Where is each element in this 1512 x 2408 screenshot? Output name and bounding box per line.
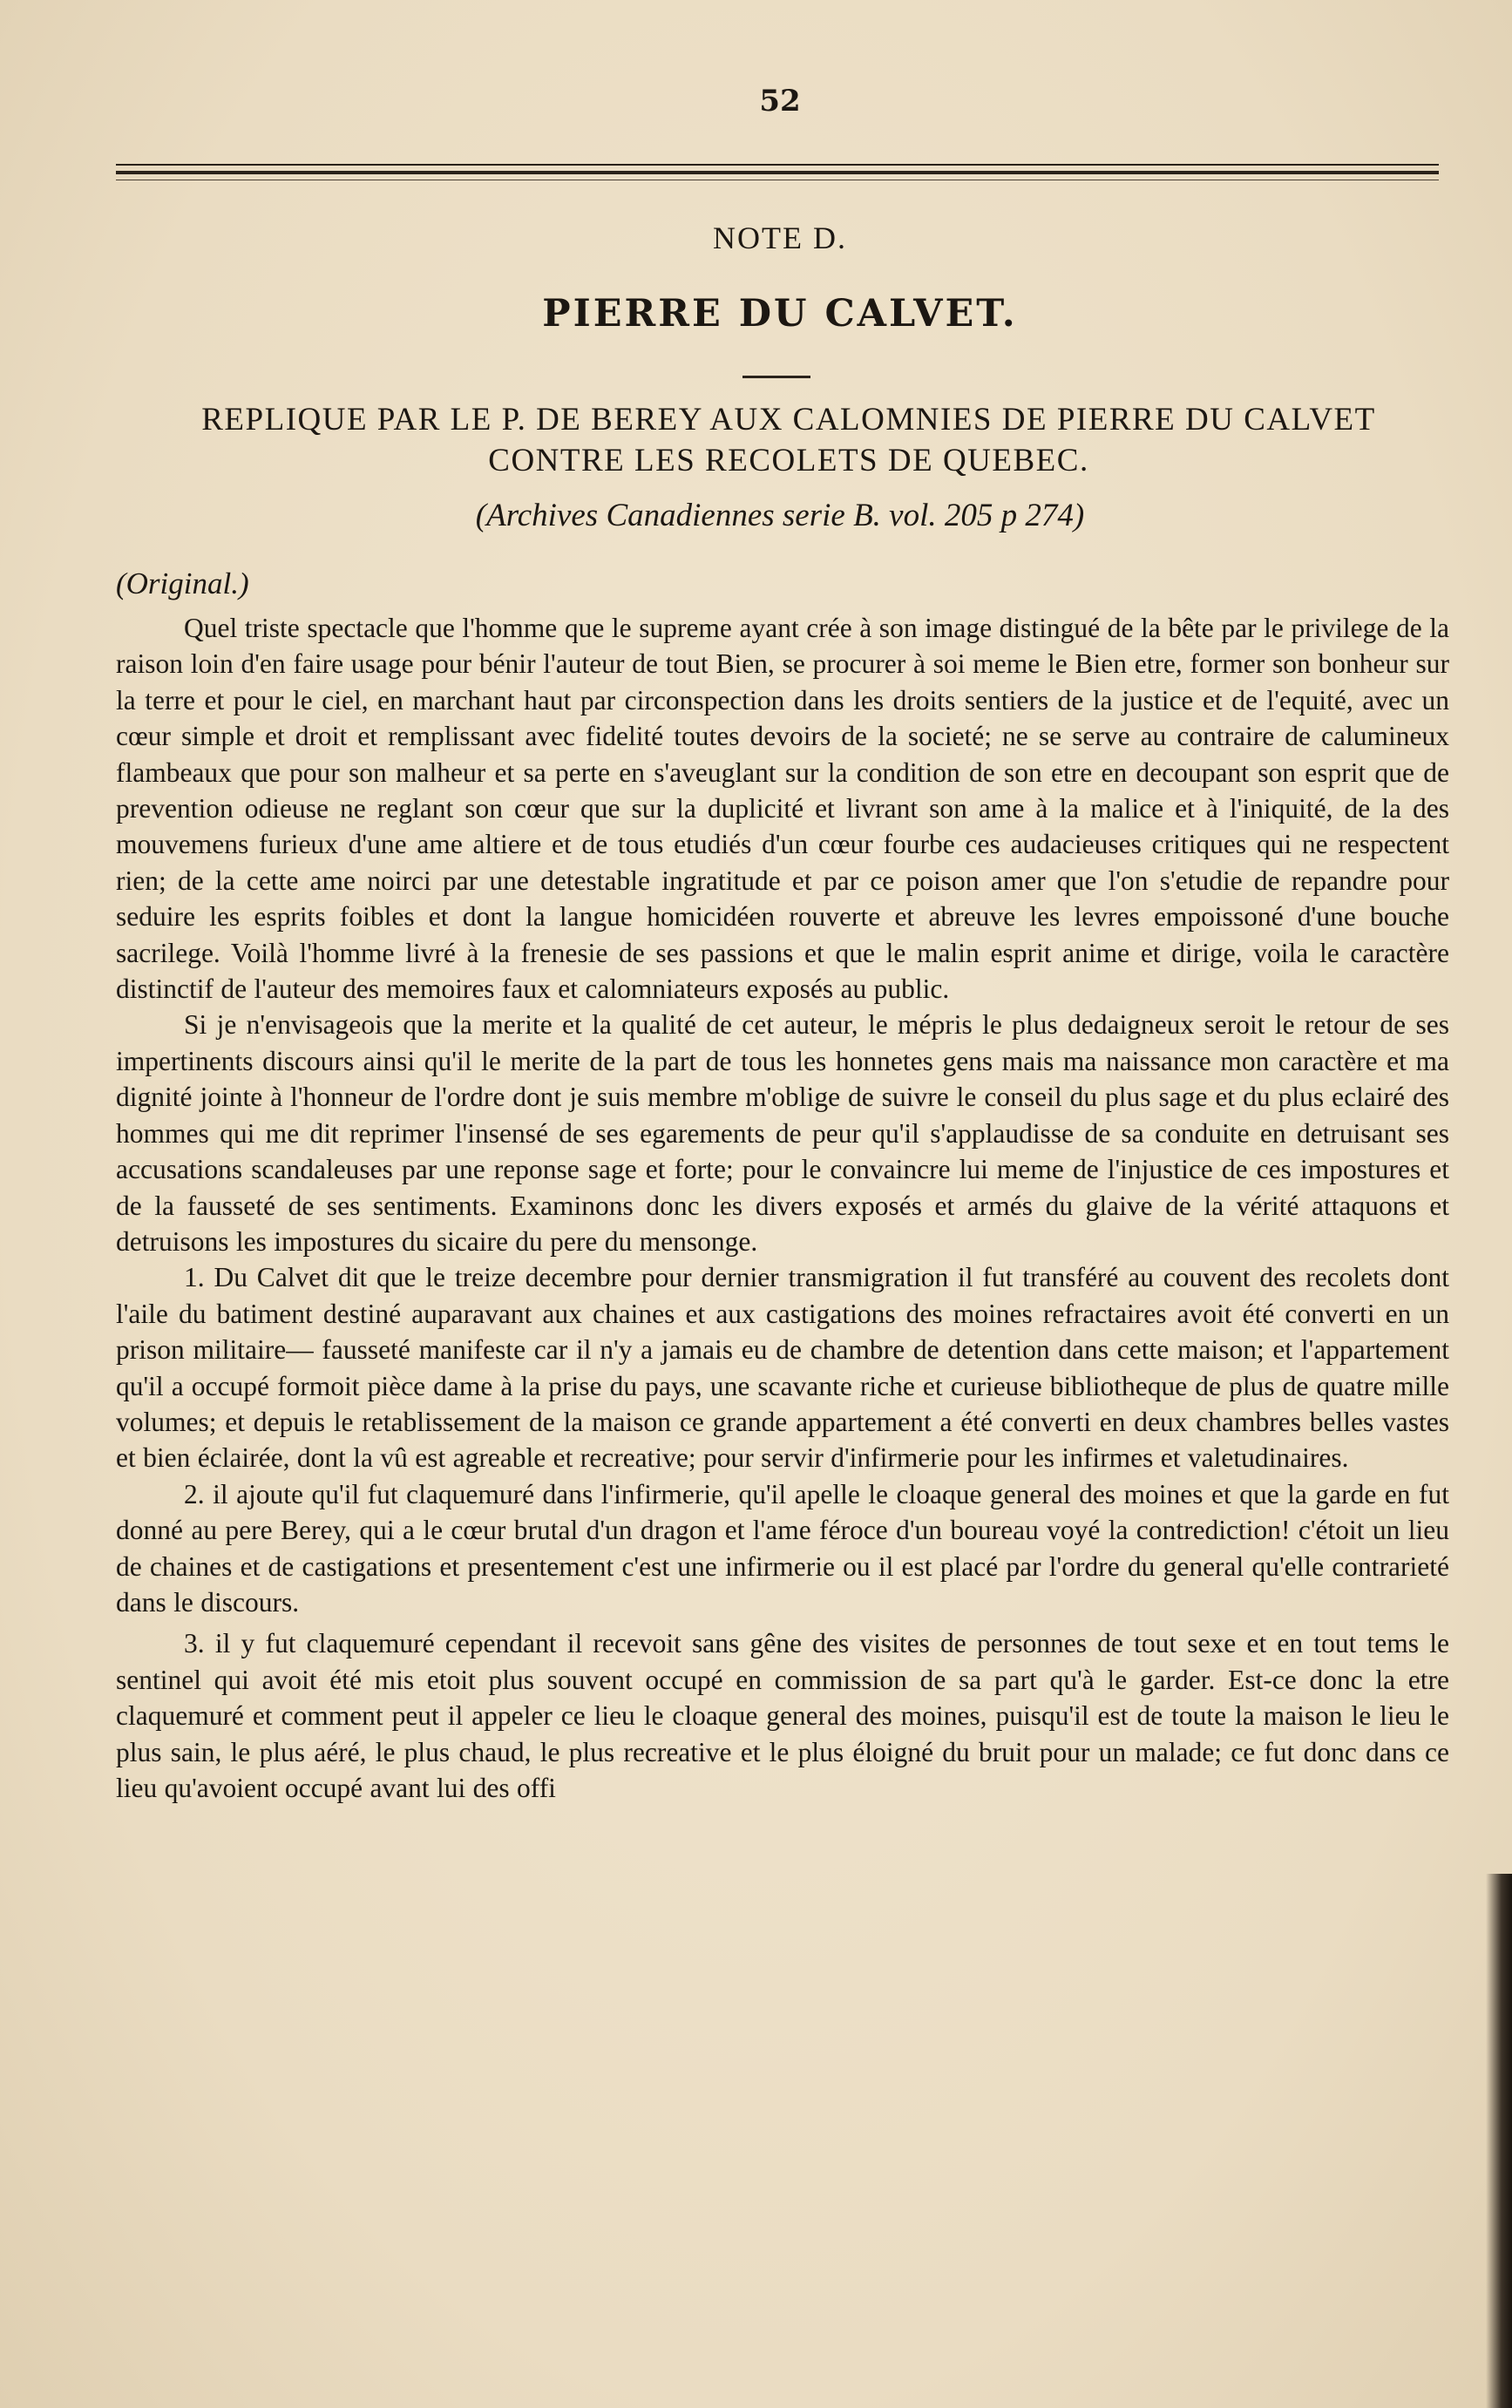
paragraph: Quel triste spectacle que l'homme que le supreme ayant crée à son image distingué de la bête par le privilege de la raison loin d'en faire usage pour bénir l'auteur de tout Bien, se procurer à soi meme le Bien etre, former son bonheur sur la terre et pour le ciel, en marchant haut par circonspection dans les droits sentiers de la justice et de l'equité, avec un cœur simple et droit et remplissant avec fidelité toutes devoirs de la societé; ne se serve au contraire de calumineux flambeaux que pour son malheur et sa perte en s'aveuglant sur la condition de son etre en decoupant son esprit que de prevention odieuse ne reglant son cœur que sur la duplicité et livrant son ame à la malice et à l'iniquité, de la des mouvemens furieux d'une ame altiere et de tous etudiés d'un cœur fourbe ces audacieuses critiques qui ne respectent rien; de la cette ame noirci par une detestable ingratitude et par ce poison amer que l'on s'etudie de repandre pour seduire les esprits foibles et dont la langue homicidéen rouverte et abreuve les levres empoissoné d'une bouche sacrilege. Voilà l'homme livré à la frenesie de ses passions et que le malin esprit anime et dirige, voila le caractère distinctif de l'auteur des memoires faux et calomniateurs exposés au public. bbox=[116, 613, 1449, 1005]
original-label: (Original.) bbox=[116, 566, 249, 600]
main-title: PIERRE DU CALVET. bbox=[542, 292, 1018, 336]
title-divider bbox=[742, 376, 810, 378]
paragraph: 3. il y fut claquemuré cependant il recevoit sans gêne des visites de personnes de tout sexe et en tout tems le sentinel qui avoit été mis etoit plus souvent occupé en commission de sa part qu'à le garder. Est-ce donc la etre claquemuré et comment peut il appeler ce lieu le cloaque general des moines, puisqu'il est de toute la maison le lieu le plus sain, le plus aéré, le plus chaud, le plus recreative et le plus éloigné du bruit pour un malade; ce fut donc dans ce lieu qu'avoient occupé avant lui des offi bbox=[116, 1628, 1449, 1803]
body-text bbox=[116, 610, 1449, 1806]
paragraph: 1. Du Calvet dit que le treize decembre pour dernier transmigration il fut transféré au couvent des recolets dont l'aile du batiment destiné auparavant aux chaines et aux castigations des moines refractaires avoit été converti en un prison militaire— fausseté manifeste car il n'y a jamais eu de chambre de detention dans cette maison; et l'appartement qu'il a occupé formoit pièce dame à la prise du pays, une scavante riche et curieuse bibliotheque de plus de quatre mille volumes; et depuis le retablissement de la maison ce grande appartement a été converti en deux chambres belles vastes et bien éclairée, dont la vû est agreable et recreative; pour servir d'infirmerie pour les infirmes et valetudinaires. bbox=[116, 1262, 1449, 1474]
paragraph: Si je n'envisageois que la merite et la qualité de cet auteur, le mépris le plus dedaigneux seroit le retour de ses impertinents discours ainsi qu'il le merite de la part de tous les honnetes gens mais ma naissance mon caractère et ma dignité jointe à l'honneur de l'ordre dont je suis membre m'oblige de suivre le conseil du plus sage et du plus eclairé des hommes qui me dit reprimer l'insensé de ses egarements de peur qu'il s'applaudisse de sa conduite en detruisant ses accusations scandaleuses par une reponse sage et forte; pour le convaincre lui meme de l'injustice de ces impostures et de la fausseté de ses sentiments. Examinons donc les divers exposés et armés du glaive de la vérité attaquons et detruisons les impostures du sicaire du pere du mensonge. bbox=[116, 1009, 1449, 1257]
page-number: 52 bbox=[759, 84, 801, 119]
header-rule-thick bbox=[116, 171, 1439, 174]
binding-shadow bbox=[1486, 1874, 1512, 2408]
note-label: NOTE D. bbox=[713, 220, 847, 255]
paragraph: 2. il ajoute qu'il fut claquemuré dans l'infirmerie, qu'il apelle le cloaque general des moines et que la garde en fut donné au pere Berey, qui a le cœur brutal d'un dragon et l'ame féroce d'un boureau voyé la contrediction! c'étoit un lieu de chaines et de castigations et presentement c'est une infirmerie ou il est placé par l'ordre du general qu'elle contrarieté dans le discours. bbox=[116, 1478, 1449, 1618]
header-rule-thin bbox=[116, 164, 1439, 166]
subtitle: REPLIQUE PAR LE P. DE BEREY AUX CALOMNIES DE PIERRE DU CALVET CONTRE LES RECOLETS DE QUEBEC. bbox=[201, 402, 1376, 478]
archive-source: (Archives Canadiennes serie B. vol. 205 p 274) bbox=[475, 498, 1085, 533]
